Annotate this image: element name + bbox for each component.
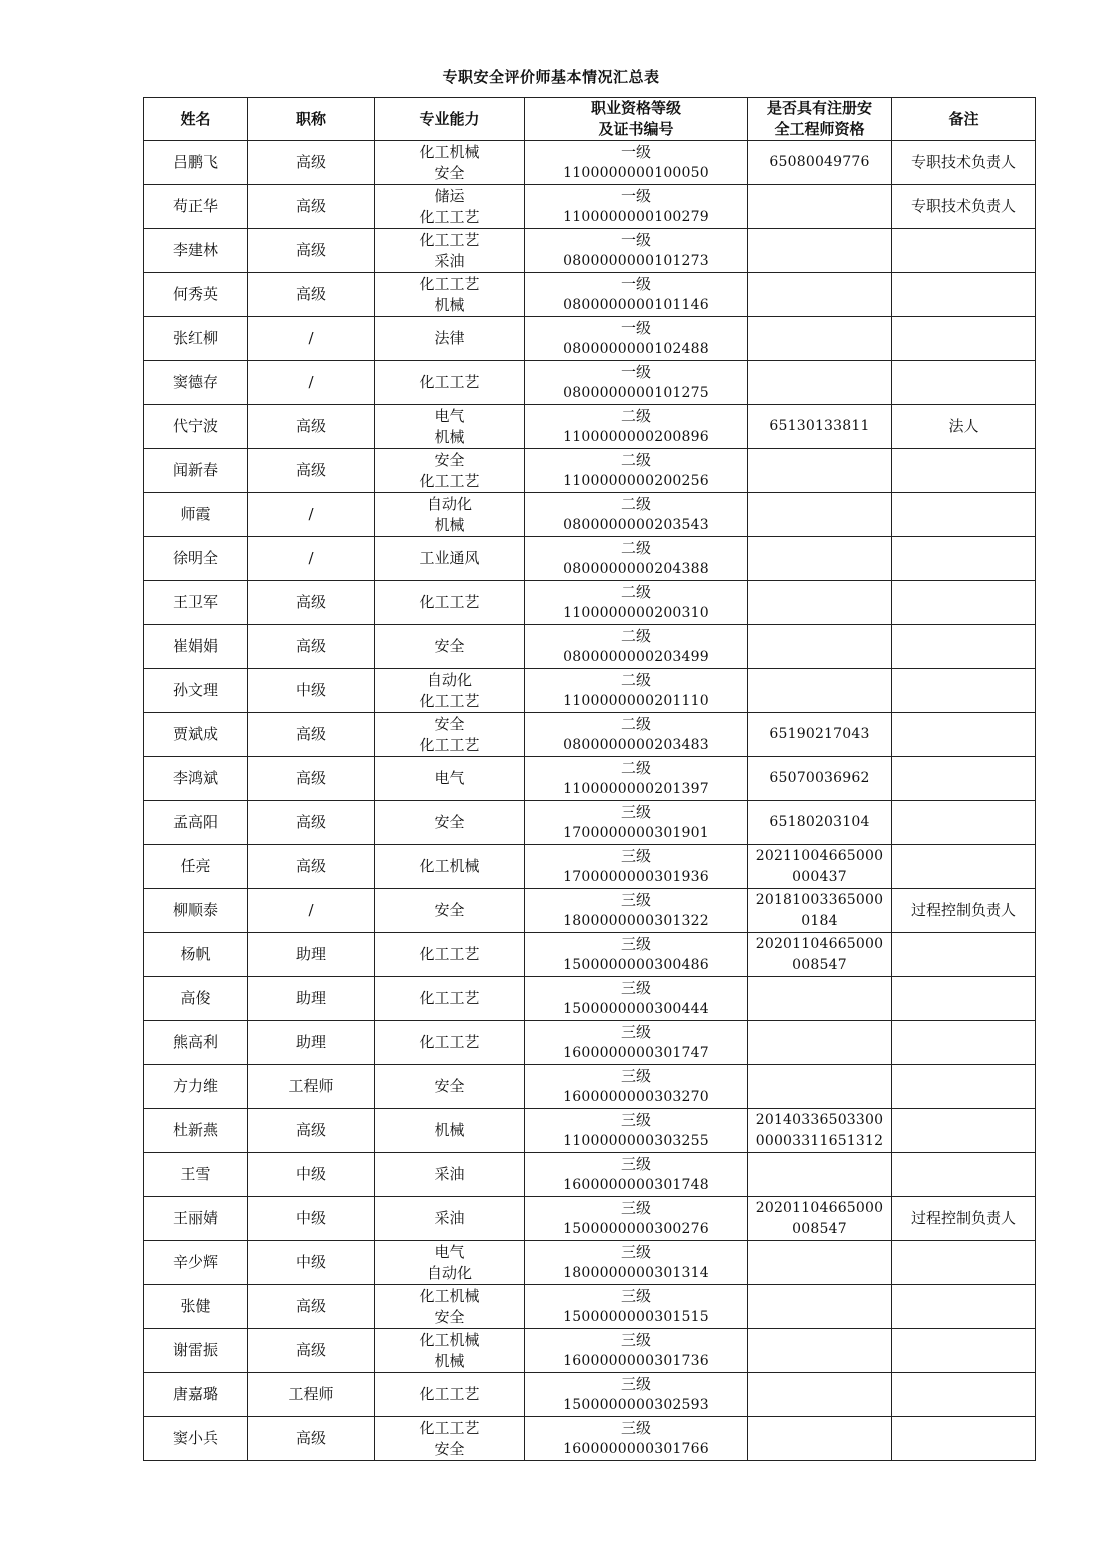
cell-ability: 化工机械 机械 [375, 1329, 525, 1373]
cell-title: 高级 [248, 845, 375, 889]
cell-title: 高级 [248, 713, 375, 757]
table-row [144, 317, 1036, 361]
cell-remark [892, 1417, 1036, 1461]
table-row [144, 889, 1036, 933]
header-qualification: 职业资格等级 及证书编号 [525, 98, 748, 141]
cell-name: 代宁波 [144, 405, 248, 449]
cell-ability: 法律 [375, 317, 525, 361]
cell-registered [748, 1153, 892, 1197]
cell-ability: 安全 [375, 1065, 525, 1109]
cell-registered [748, 185, 892, 229]
cell-remark [892, 757, 1036, 801]
cell-qualification: 一级 0800000000101275 [525, 361, 748, 405]
cell-ability: 化工工艺 [375, 1021, 525, 1065]
cell-registered: 65130133811 [748, 405, 892, 449]
table-row [144, 493, 1036, 537]
cell-ability: 化工工艺 [375, 581, 525, 625]
header-name: 姓名 [144, 98, 248, 141]
cell-ability: 安全 [375, 625, 525, 669]
cell-qualification: 三级 1500000000300444 [525, 977, 748, 1021]
cell-ability: 工业通风 [375, 537, 525, 581]
cell-title: / [248, 537, 375, 581]
cell-remark [892, 317, 1036, 361]
cell-registered [748, 669, 892, 713]
cell-registered [748, 1241, 892, 1285]
header-row [144, 98, 1036, 141]
page-title: 专职安全评价师基本情况汇总表 [442, 68, 660, 86]
cell-qualification: 三级 1700000000301901 [525, 801, 748, 845]
cell-remark [892, 1153, 1036, 1197]
cell-ability: 采油 [375, 1197, 525, 1241]
cell-qualification: 二级 0800000000204388 [525, 537, 748, 581]
cell-name: 张健 [144, 1285, 248, 1329]
header-remarks: 备注 [892, 98, 1036, 141]
table-row [144, 1241, 1036, 1285]
table-row [144, 669, 1036, 713]
table-row [144, 1373, 1036, 1417]
cell-qualification: 三级 1500000000302593 [525, 1373, 748, 1417]
cell-registered: 65190217043 [748, 713, 892, 757]
cell-registered [748, 977, 892, 1021]
table-row [144, 713, 1036, 757]
cell-qualification: 三级 1600000000301748 [525, 1153, 748, 1197]
table-row [144, 977, 1036, 1021]
cell-title: 高级 [248, 801, 375, 845]
cell-registered [748, 581, 892, 625]
cell-name: 窦德存 [144, 361, 248, 405]
cell-ability: 化工工艺 [375, 977, 525, 1021]
cell-ability: 安全 化工工艺 [375, 449, 525, 493]
table-row [144, 273, 1036, 317]
cell-registered [748, 625, 892, 669]
cell-ability: 采油 [375, 1153, 525, 1197]
cell-qualification: 三级 1500000000300486 [525, 933, 748, 977]
table-row [144, 537, 1036, 581]
cell-qualification: 三级 1800000000301314 [525, 1241, 748, 1285]
cell-name: 何秀英 [144, 273, 248, 317]
cell-registered [748, 273, 892, 317]
cell-registered [748, 1329, 892, 1373]
cell-qualification: 三级 1700000000301936 [525, 845, 748, 889]
cell-remark [892, 845, 1036, 889]
cell-qualification: 二级 0800000000203483 [525, 713, 748, 757]
cell-registered [748, 449, 892, 493]
cell-registered [748, 1021, 892, 1065]
table-row [144, 1109, 1036, 1153]
cell-registered: 20201104665000 008547 [748, 1197, 892, 1241]
cell-title: 高级 [248, 1109, 375, 1153]
cell-qualification: 三级 1600000000301766 [525, 1417, 748, 1461]
cell-ability: 安全 [375, 801, 525, 845]
cell-name: 谢雷振 [144, 1329, 248, 1373]
cell-ability: 化工工艺 机械 [375, 273, 525, 317]
cell-qualification: 一级 1100000000100050 [525, 141, 748, 185]
header-ability: 专业能力 [375, 98, 525, 141]
cell-remark [892, 581, 1036, 625]
table-row [144, 449, 1036, 493]
cell-name: 熊高利 [144, 1021, 248, 1065]
cell-remark: 过程控制负责人 [892, 889, 1036, 933]
cell-qualification: 三级 1600000000301747 [525, 1021, 748, 1065]
cell-title: 高级 [248, 273, 375, 317]
cell-ability: 储运 化工工艺 [375, 185, 525, 229]
cell-registered [748, 1373, 892, 1417]
cell-name: 高俊 [144, 977, 248, 1021]
cell-registered: 20140336503300 00003311651312 [748, 1109, 892, 1153]
cell-remark: 过程控制负责人 [892, 1197, 1036, 1241]
cell-qualification: 二级 1100000000200256 [525, 449, 748, 493]
cell-ability: 电气 机械 [375, 405, 525, 449]
cell-registered [748, 317, 892, 361]
header-registered: 是否具有注册安 全工程师资格 [748, 98, 892, 141]
cell-registered [748, 229, 892, 273]
cell-title: 高级 [248, 1329, 375, 1373]
cell-qualification: 二级 0800000000203543 [525, 493, 748, 537]
cell-title: 助理 [248, 933, 375, 977]
cell-title: 高级 [248, 625, 375, 669]
cell-remark [892, 625, 1036, 669]
cell-remark: 专职技术负责人 [892, 141, 1036, 185]
cell-qualification: 二级 1100000000201397 [525, 757, 748, 801]
cell-qualification: 二级 1100000000201110 [525, 669, 748, 713]
cell-remark [892, 669, 1036, 713]
table-row [144, 801, 1036, 845]
cell-remark [892, 1373, 1036, 1417]
cell-remark [892, 361, 1036, 405]
cell-name: 杨帆 [144, 933, 248, 977]
cell-registered: 20181003365000 0184 [748, 889, 892, 933]
cell-name: 杜新燕 [144, 1109, 248, 1153]
cell-remark [892, 537, 1036, 581]
cell-ability: 电气 自动化 [375, 1241, 525, 1285]
cell-title: 中级 [248, 1241, 375, 1285]
table-row [144, 405, 1036, 449]
cell-registered: 20211004665000 000437 [748, 845, 892, 889]
table-row [144, 185, 1036, 229]
table-row [144, 141, 1036, 185]
table-row [144, 757, 1036, 801]
cell-registered: 65070036962 [748, 757, 892, 801]
cell-name: 孟高阳 [144, 801, 248, 845]
table-row [144, 229, 1036, 273]
cell-qualification: 三级 1500000000301515 [525, 1285, 748, 1329]
cell-title: 高级 [248, 185, 375, 229]
cell-registered [748, 361, 892, 405]
cell-remark [892, 1065, 1036, 1109]
cell-title: 高级 [248, 757, 375, 801]
cell-title: 高级 [248, 141, 375, 185]
cell-title: 工程师 [248, 1065, 375, 1109]
cell-ability: 化工机械 安全 [375, 1285, 525, 1329]
cell-qualification: 三级 1600000000303270 [525, 1065, 748, 1109]
cell-ability: 电气 [375, 757, 525, 801]
cell-name: 吕鹏飞 [144, 141, 248, 185]
cell-qualification: 二级 0800000000203499 [525, 625, 748, 669]
cell-name: 闻新春 [144, 449, 248, 493]
cell-qualification: 一级 0800000000101273 [525, 229, 748, 273]
cell-registered: 65080049776 [748, 141, 892, 185]
table-row [144, 1065, 1036, 1109]
cell-remark [892, 449, 1036, 493]
cell-qualification: 二级 1100000000200310 [525, 581, 748, 625]
cell-ability: 化工机械 [375, 845, 525, 889]
table-row [144, 1021, 1036, 1065]
cell-name: 李鸿斌 [144, 757, 248, 801]
cell-qualification: 二级 1100000000200896 [525, 405, 748, 449]
cell-name: 张红柳 [144, 317, 248, 361]
table-row [144, 845, 1036, 889]
cell-remark [892, 493, 1036, 537]
cell-title: 高级 [248, 1417, 375, 1461]
cell-remark [892, 273, 1036, 317]
cell-name: 苟正华 [144, 185, 248, 229]
cell-qualification: 三级 1100000000303255 [525, 1109, 748, 1153]
table-row [144, 581, 1036, 625]
cell-title: 中级 [248, 1197, 375, 1241]
cell-title: 中级 [248, 1153, 375, 1197]
cell-name: 李建林 [144, 229, 248, 273]
cell-ability: 化工工艺 安全 [375, 1417, 525, 1461]
cell-title: / [248, 317, 375, 361]
cell-qualification: 三级 1600000000301736 [525, 1329, 748, 1373]
cell-name: 唐嘉璐 [144, 1373, 248, 1417]
cell-ability: 安全 [375, 889, 525, 933]
summary-table [143, 97, 1036, 1461]
cell-ability: 自动化 机械 [375, 493, 525, 537]
cell-qualification: 一级 0800000000101146 [525, 273, 748, 317]
cell-remark [892, 977, 1036, 1021]
cell-title: 高级 [248, 449, 375, 493]
table-row [144, 1153, 1036, 1197]
cell-qualification: 三级 1800000000301322 [525, 889, 748, 933]
cell-title: / [248, 889, 375, 933]
table-row [144, 933, 1036, 977]
cell-registered [748, 537, 892, 581]
cell-title: 助理 [248, 1021, 375, 1065]
cell-name: 王雪 [144, 1153, 248, 1197]
cell-registered [748, 1065, 892, 1109]
cell-ability: 化工工艺 [375, 933, 525, 977]
cell-title: 高级 [248, 1285, 375, 1329]
cell-name: 王丽婧 [144, 1197, 248, 1241]
cell-registered: 20201104665000 008547 [748, 933, 892, 977]
cell-remark [892, 1329, 1036, 1373]
cell-registered [748, 1285, 892, 1329]
cell-title: 高级 [248, 581, 375, 625]
cell-remark [892, 713, 1036, 757]
cell-title: 中级 [248, 669, 375, 713]
cell-name: 柳顺泰 [144, 889, 248, 933]
table-row [144, 1197, 1036, 1241]
cell-remark [892, 1021, 1036, 1065]
cell-ability: 化工工艺 [375, 1373, 525, 1417]
cell-name: 徐明全 [144, 537, 248, 581]
cell-title: / [248, 361, 375, 405]
cell-qualification: 一级 0800000000102488 [525, 317, 748, 361]
cell-ability: 化工工艺 采油 [375, 229, 525, 273]
table-row [144, 1329, 1036, 1373]
cell-remark [892, 1241, 1036, 1285]
cell-title: 工程师 [248, 1373, 375, 1417]
cell-ability: 机械 [375, 1109, 525, 1153]
table-body [144, 141, 1036, 1461]
cell-name: 任亮 [144, 845, 248, 889]
cell-registered [748, 1417, 892, 1461]
cell-ability: 自动化 化工工艺 [375, 669, 525, 713]
table-row [144, 625, 1036, 669]
cell-name: 方力维 [144, 1065, 248, 1109]
cell-registered: 65180203104 [748, 801, 892, 845]
cell-ability: 安全 化工工艺 [375, 713, 525, 757]
cell-qualification: 三级 1500000000300276 [525, 1197, 748, 1241]
cell-name: 崔娟娟 [144, 625, 248, 669]
cell-name: 孙文理 [144, 669, 248, 713]
cell-name: 辛少辉 [144, 1241, 248, 1285]
cell-remark [892, 801, 1036, 845]
cell-title: 高级 [248, 229, 375, 273]
cell-ability: 化工机械 安全 [375, 141, 525, 185]
cell-title: 助理 [248, 977, 375, 1021]
table-row [144, 1417, 1036, 1461]
cell-name: 王卫军 [144, 581, 248, 625]
cell-remark: 专职技术负责人 [892, 185, 1036, 229]
cell-ability: 化工工艺 [375, 361, 525, 405]
table-row [144, 1285, 1036, 1329]
cell-remark: 法人 [892, 405, 1036, 449]
cell-registered [748, 493, 892, 537]
cell-name: 窦小兵 [144, 1417, 248, 1461]
cell-remark [892, 933, 1036, 977]
cell-title: / [248, 493, 375, 537]
cell-qualification: 一级 1100000000100279 [525, 185, 748, 229]
table-row [144, 361, 1036, 405]
header-title: 职称 [248, 98, 375, 141]
cell-remark [892, 229, 1036, 273]
cell-title: 高级 [248, 405, 375, 449]
cell-remark [892, 1109, 1036, 1153]
cell-remark [892, 1285, 1036, 1329]
cell-name: 贾斌成 [144, 713, 248, 757]
cell-name: 师霞 [144, 493, 248, 537]
